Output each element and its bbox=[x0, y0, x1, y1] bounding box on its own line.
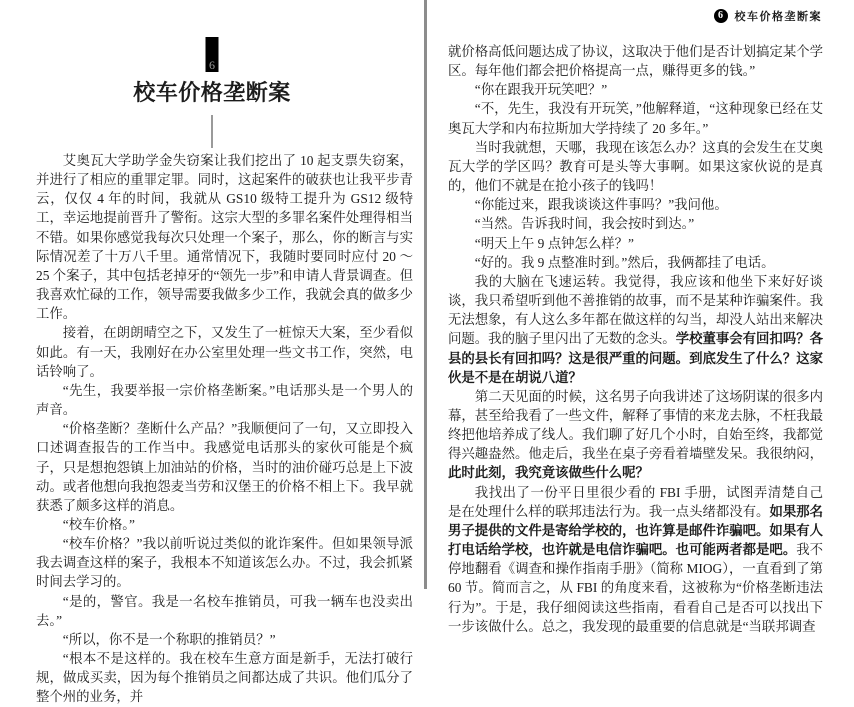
paragraph bbox=[36, 151, 413, 323]
paragraph bbox=[448, 387, 823, 483]
chapter-number-bar bbox=[206, 37, 219, 72]
running-header bbox=[714, 8, 823, 24]
text-segment: “当然。告诉我时间，我会按时到达。” bbox=[474, 216, 695, 232]
text-segment: 我不停地翻看《调查和操作指南手册》（简称 MIOG），一直看到了第 60 节。简而言之，从 FBI 的角度来看，这被称为“价格垄断违法行为”。于是，我仔细阅读这些指南，看看自己是否可以找出下一步该做什么。总之，我发现的最重要的信息就是“当联邦调查 bbox=[448, 542, 824, 634]
paragraph bbox=[36, 323, 413, 380]
paragraph bbox=[448, 234, 823, 253]
paragraph bbox=[448, 195, 823, 214]
text-segment: “你在跟我开玩笑吧？” bbox=[474, 82, 608, 98]
bold-text-segment: 学校董事会有回扣吗？各县的县长有回扣吗？这是很严重的问题。到底发生了什么？这家伙是不是在胡说八道？ bbox=[448, 331, 824, 385]
body-text-right bbox=[448, 42, 823, 636]
body-text-left bbox=[36, 151, 413, 707]
title-divider-line bbox=[211, 115, 213, 148]
paragraph bbox=[448, 99, 823, 137]
text-segment: “所以，你不是一个称职的推销员？” bbox=[62, 631, 276, 647]
text-segment: “明天上午 9 点钟怎么样？” bbox=[474, 235, 634, 251]
paragraph bbox=[448, 253, 823, 272]
text-segment: “校车价格？”我以前听说过类似的讹诈案件。但如果领导派我去调查这样的案子，我根本不知道该怎么办。不过，我会抓紧时间去学习的。 bbox=[36, 536, 413, 590]
bold-text-segment: 如果那名男子提供的文件是寄给学校的，也许算是邮件诈骗吧。如果有人打电话给学校，也许就是电信诈骗吧。也可能两者都是吧。 bbox=[448, 503, 824, 558]
text-segment: 艾奥瓦大学助学金失窃案让我们挖出了 10 起支票失窃案，并进行了相应的重罪定罪。同时，这起案件的破获也让我平步青云，仅仅 4 年的时间，我就从 GS10 级特工提升为 GS12 级特工，幸运地提前晋升了警衔。这宗大型的多罪名案件处理得相当不错。如果你感觉我每次只处理一个案子，那么，你的断言与实际情况差了十万八千里。通常情况下，我随时要同时应付 20 ～ 25 个案子，其中包括老掉牙的“领先一步”和申请人背景调查。但我喜欢忙碌的工作，领导需要我做多少工作，我就会真的做多少工作。 bbox=[36, 153, 413, 322]
bold-text-segment: 此时此刻，我究竟该做些什么呢？ bbox=[448, 465, 649, 481]
chapter-number: 6 bbox=[209, 58, 215, 72]
paragraph bbox=[448, 483, 823, 636]
paragraph bbox=[36, 649, 413, 706]
text-segment: “你能过来，跟我谈谈这件事吗？”我问他。 bbox=[474, 197, 728, 213]
text-segment: 接着，在朗朗晴空之下，又发生了一桩惊天大案，至少看似如此。有一天，我刚好在办公室里处理一些文书工作，突然，电话铃响了。 bbox=[36, 325, 413, 379]
paragraph bbox=[36, 515, 413, 534]
paragraph bbox=[448, 80, 823, 99]
paragraph bbox=[36, 381, 413, 419]
paragraph bbox=[448, 138, 823, 195]
paragraph bbox=[448, 272, 823, 387]
paragraph bbox=[36, 592, 413, 630]
text-segment: 我找出了一份平日里很少看的 FBI 手册，试图弄清楚自己是在处理什么样的联邦违法行为。我一点头绪都没有。 bbox=[448, 484, 823, 519]
text-segment: “价格垄断？垄断什么产品？”我顺便问了一句，又立即投入口述调查报告的工作当中。我感觉电话那头的家伙可能是个疯子，只是想抱怨镇上加油站的价格，当时的油价碰巧总是上下波动。或者他想向我抱怨麦当劳和汉堡王的价格不相上下。我早就获悉了颇多这样的消息。 bbox=[36, 421, 413, 513]
chapter-heading bbox=[36, 0, 388, 160]
text-segment: “校车价格。” bbox=[62, 516, 135, 532]
text-segment: 就价格高低问题达成了协议，这取决于他们是否计划搞定某个学区。每年他们都会把价格提高一点，赚得更多的钱。” bbox=[448, 44, 823, 79]
chapter-title: 校车价格垄断案 bbox=[133, 80, 291, 105]
paragraph bbox=[36, 630, 413, 649]
page-right bbox=[427, 0, 854, 634]
running-header-title: 校车价格垄断案 bbox=[734, 11, 822, 23]
text-segment: “好的。我 9 点整准时到。”然后，我俩都挂了电话。 bbox=[474, 254, 775, 270]
chapter-number-badge-icon: 6 bbox=[714, 9, 728, 23]
text-segment: “根本不是这样的。我在校车生意方面是新手，无法打破行规，做成买卖，因为每个推销员之间都达成了共识。他们瓜分了整个州的业务，并 bbox=[36, 651, 413, 705]
paragraph bbox=[36, 419, 413, 515]
paragraph bbox=[36, 534, 413, 591]
text-segment: “不，先生，我没有开玩笑，”他解释道，“这种现象已经在艾奥瓦大学和内布拉斯加大学持续了 20 多年。” bbox=[448, 101, 823, 136]
paragraph bbox=[448, 42, 823, 80]
text-segment: “是的，警官。我是一名校车推销员，可我一辆车也没卖出去。” bbox=[36, 593, 413, 628]
text-segment: 当时我就想，天哪，我现在该怎么办？这真的会发生在艾奥瓦大学的学区吗？教育可是头等大事啊。如果这家伙说的是真的，他们不就是在抢小孩子的钱吗！ bbox=[448, 139, 823, 194]
text-segment: “先生，我要举报一宗价格垄断案。”电话那头是一个男人的声音。 bbox=[36, 382, 413, 418]
text-segment: 第二天见面的时候，这名男子向我讲述了这场阴谋的很多内幕，甚至给我看了一些文件，解释了事情的来龙去脉，不枉我最终把他培养成了线人。我们聊了好几个小时，自始至终，我都觉得兴趣盎然。他走后，我坐在桌子旁看着墙壁发呆。我很纳闷， bbox=[448, 388, 823, 462]
page-left bbox=[0, 0, 424, 705]
text-segment: 我的大脑在飞速运转。我觉得，我应该和他坐下来好好谈谈，我只希望听到他不善推销的故事，而不是某种诈骗案件。我无法想象，有人这么多年都在做这样的勾当，却没人站出来解决问题。我的脑子里闪出了无数的念头。 bbox=[448, 273, 823, 347]
paragraph bbox=[448, 214, 823, 233]
